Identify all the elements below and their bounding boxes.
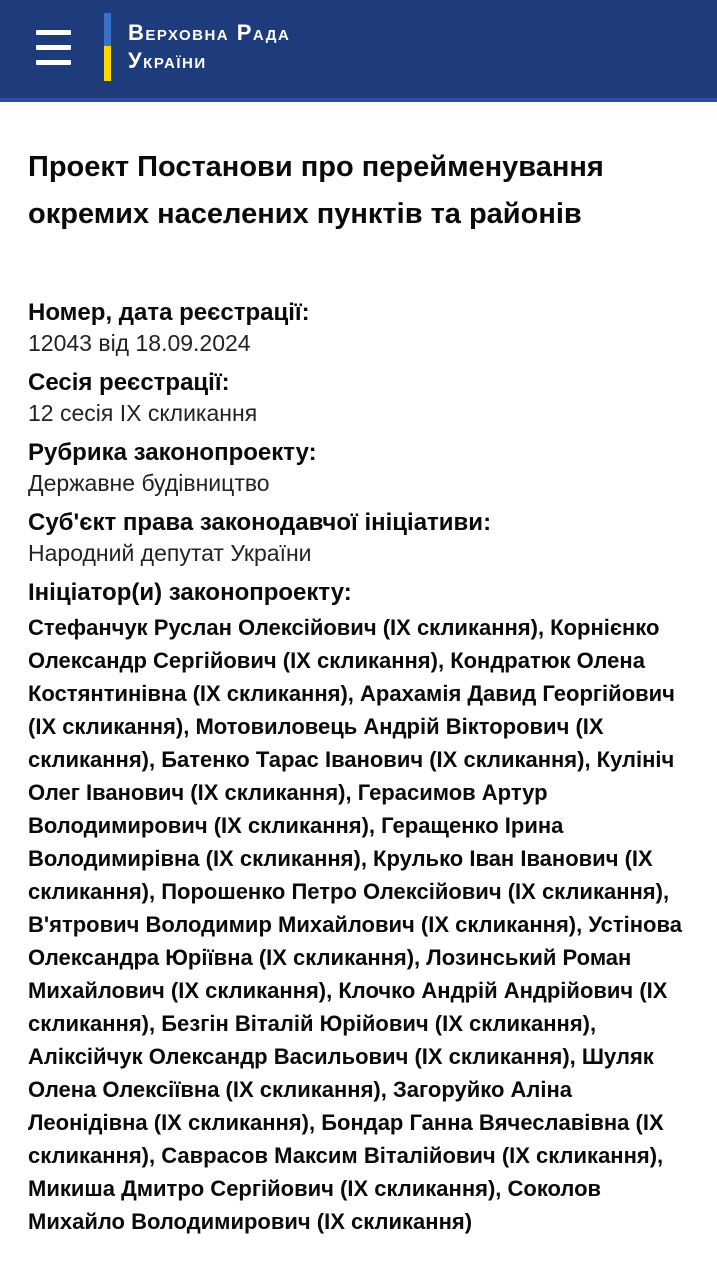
bill-card <box>0 144 717 1238</box>
org-name-line1: Верховна Рада <box>128 20 291 45</box>
field-value: 12 сесія ІХ скликання <box>28 400 258 426</box>
field-label: Сесія реєстрації: <box>28 369 230 396</box>
ukraine-flag-icon <box>104 13 111 81</box>
field-label: Суб'єкт права законодавчої ініціативи: <box>28 509 492 536</box>
org-name-line2: України <box>128 48 207 73</box>
field-session <box>28 368 689 428</box>
field-label: Номер, дата реєстрації: <box>28 299 310 326</box>
org-name <box>128 13 290 81</box>
field-label: Ініціатор(и) законопроекту: <box>28 579 352 606</box>
initiators-list: Стефанчук Руслан Олексійович (ІХ скликання), Корнієнко Олександр Сергійович (ІХ скликання), Кондратюк Олена Костянтинівна (ІХ скликання), Арахамія Давид Георгійович (ІХ скликання), Мотовиловець Андрій Вікторович (ІХ скликання), Батенко Тарас Іванович (ІХ скликання), Кулініч Олег Іванович (ІХ скликання), Герасимов Артур Володимирович (ІХ скликання), Геращенко Ірина Володимирівна (ІХ скликання), Крулько Іван Іванович (ІХ скликання), Порошенко Петро Олексійович (ІХ скликання), В'ятрович Володимир Михайлович (ІХ скликання), Устінова Олександра Юріївна (ІХ скликання), Лозинський Роман Михайлович (ІХ скликання), Клочко Андрій Андрійович (ІХ скликання), Безгін Віталій Юрійович (ІХ скликання), Аліксійчук Олександр Васильович (ІХ скликання), Шуляк Олена Олексіївна (ІХ скликання), Загоруйко Аліна Леонідівна (ІХ скликання), Бондар Ганна Вячеславівна (ІХ скликання), Саврасов Максим Віталійович (ІХ скликання), Микиша Дмитро Сергійович (ІХ скликання), Соколов Михайло Володимирович (ІХ скликання) <box>28 615 682 1234</box>
hamburger-bar <box>36 45 71 50</box>
hamburger-menu-icon[interactable] <box>36 27 72 67</box>
bill-fields <box>28 298 689 1238</box>
field-rubric <box>28 438 689 498</box>
page-title: Проект Постанови про перейменування окремих населених пунктів та районів <box>28 151 604 230</box>
field-label: Рубрика законопроекту: <box>28 439 317 466</box>
field-value: 12043 від 18.09.2024 <box>28 330 251 356</box>
field-value: Народний депутат України <box>28 540 312 566</box>
hamburger-bar <box>36 60 71 65</box>
rada-logo[interactable] <box>104 13 290 81</box>
field-initiators <box>28 578 689 1238</box>
flag-blue-segment <box>104 13 111 46</box>
app-header <box>0 0 717 102</box>
flag-yellow-segment <box>104 46 111 81</box>
field-number-date <box>28 298 689 358</box>
field-value: Державне будівництво <box>28 470 270 496</box>
field-initiative-subject <box>28 508 689 568</box>
hamburger-bar <box>36 30 71 35</box>
